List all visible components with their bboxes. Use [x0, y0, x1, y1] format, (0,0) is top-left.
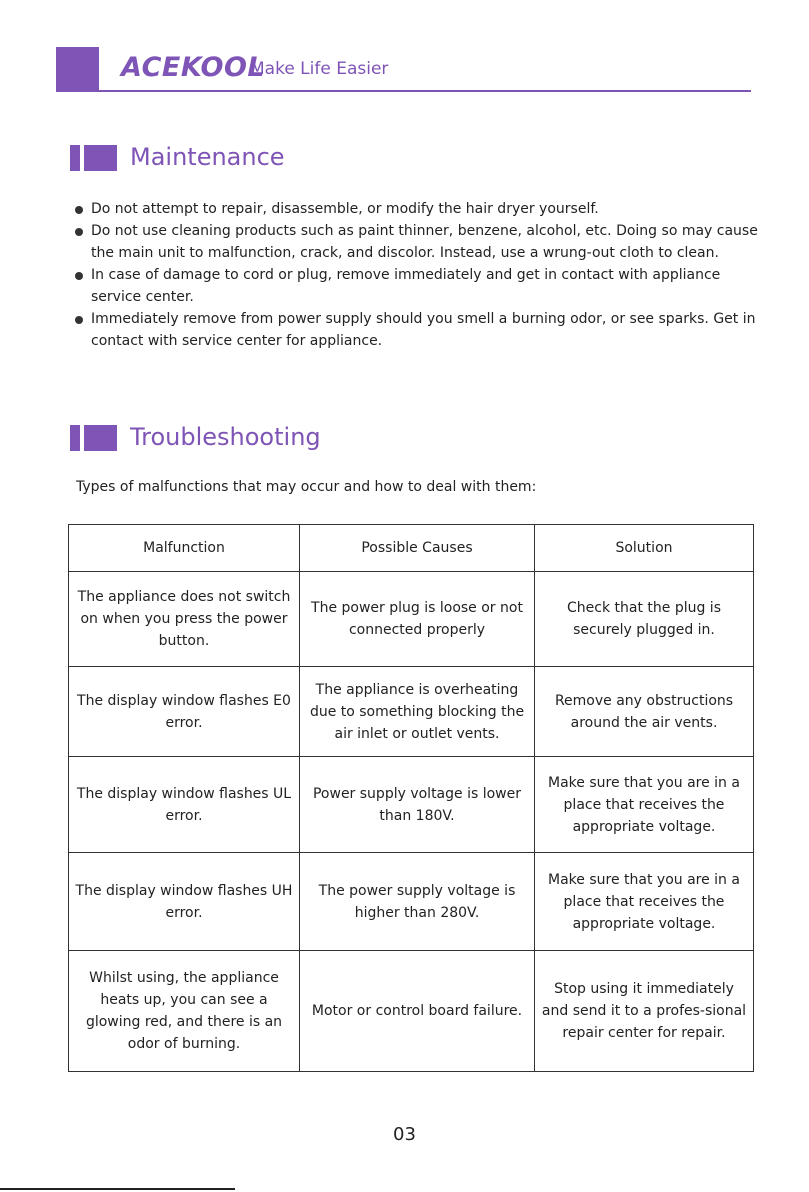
list-item: [74, 220, 764, 264]
table-row: [69, 572, 754, 667]
table-header-row: [69, 525, 754, 572]
table-row: [69, 757, 754, 853]
maintenance-title: Maintenance: [130, 143, 285, 171]
bullet-icon: [75, 272, 83, 280]
malfunction-cell: Whilst using, the appliance heats up, you can see a glowing red, and there is an odor of burning.: [69, 951, 300, 1072]
solution-cell: Remove any obstructions around the air vents.: [535, 667, 754, 757]
cause-cell: The power supply voltage is higher than 280V.: [300, 853, 535, 951]
troubleshooting-intro: Types of malfunctions that may occur and how to deal with them:: [76, 479, 537, 495]
cause-cell: The power plug is loose or not connected properly: [300, 572, 535, 667]
list-item-text: Do not use cleaning products such as paint thinner, benzene, alcohol, etc. Doing so may cause the main unit to malfunction, crack, and discolor. Instead, use a wrung-out cloth to clean.: [91, 223, 758, 261]
table-row: [69, 951, 754, 1072]
solution-cell: Make sure that you are in a place that receives the appropriate voltage.: [535, 853, 754, 951]
table-row: [69, 667, 754, 757]
maintenance-list: [74, 198, 764, 352]
cause-cell: Motor or control board failure.: [300, 951, 535, 1072]
troubleshooting-title: Troubleshooting: [130, 423, 321, 451]
list-item: [74, 308, 764, 352]
column-header-causes: Possible Causes: [300, 525, 535, 572]
troubleshooting-table: [68, 524, 754, 1072]
bullet-icon: [75, 206, 83, 214]
brand-tagline: Make Life Easier: [250, 59, 389, 79]
header-divider: [56, 90, 751, 92]
list-item-text: In case of damage to cord or plug, remove immediately and get in contact with appliance service center.: [91, 267, 721, 305]
page-number: 03: [393, 1124, 416, 1145]
bullet-icon: [75, 316, 83, 324]
list-item: [74, 264, 764, 308]
section-marker-thin: [70, 145, 80, 171]
list-item: [74, 198, 764, 220]
list-item-text: Do not attempt to repair, disassemble, or modify the hair dryer yourself.: [91, 201, 599, 217]
header-accent-block: [56, 47, 99, 92]
footer-divider: [0, 1188, 235, 1190]
list-item-text: Immediately remove from power supply should you smell a burning odor, or see sparks. Get in contact with service center for appliance.: [91, 311, 756, 349]
cause-cell: The appliance is overheating due to something blocking the air inlet or outlet vents.: [300, 667, 535, 757]
section-marker-thin: [70, 425, 80, 451]
malfunction-cell: The display window flashes E0 error.: [69, 667, 300, 757]
bullet-icon: [75, 228, 83, 236]
table-row: [69, 853, 754, 951]
column-header-solution: Solution: [535, 525, 754, 572]
malfunction-cell: The appliance does not switch on when you press the power button.: [69, 572, 300, 667]
brand-logo: ACEKOOL: [121, 52, 266, 83]
cause-cell: Power supply voltage is lower than 180V.: [300, 757, 535, 853]
malfunction-cell: The display window flashes UH error.: [69, 853, 300, 951]
section-marker-thick: [84, 145, 117, 171]
solution-cell: Stop using it immediately and send it to a profes-sional repair center for repair.: [535, 951, 754, 1072]
column-header-malfunction: Malfunction: [69, 525, 300, 572]
solution-cell: Check that the plug is securely plugged in.: [535, 572, 754, 667]
malfunction-cell: The display window flashes UL error.: [69, 757, 300, 853]
section-marker-thick: [84, 425, 117, 451]
solution-cell: Make sure that you are in a place that receives the appropriate voltage.: [535, 757, 754, 853]
